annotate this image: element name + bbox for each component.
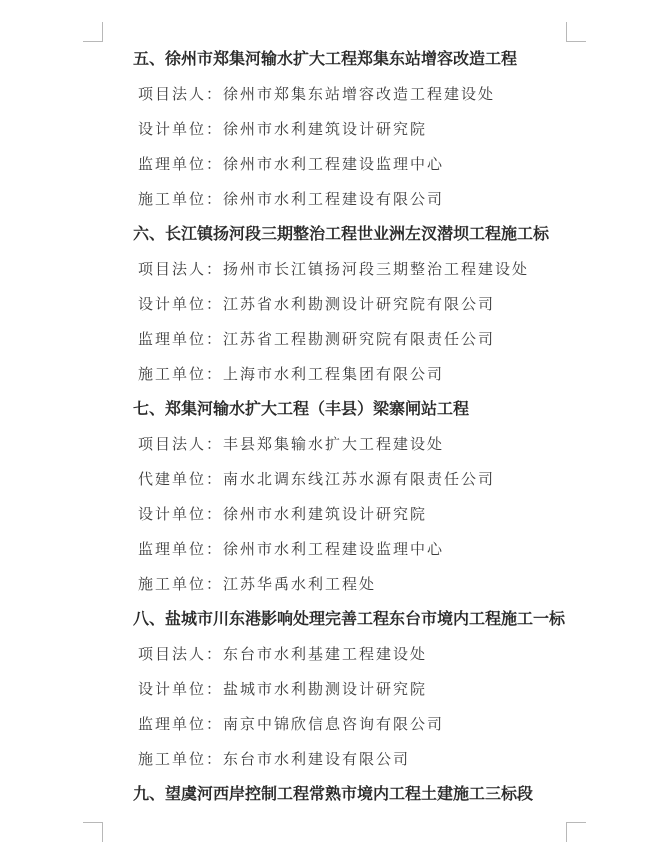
list-item: 监理单位：徐州市水利工程建设监理中心: [138, 155, 445, 173]
crop-mark-bottom-right: [566, 822, 586, 842]
list-item: 施工单位：东台市水利建设有限公司: [138, 750, 411, 768]
list-item: 设计单位：徐州市水利建筑设计研究院: [138, 120, 428, 138]
list-item: 施工单位：上海市水利工程集团有限公司: [138, 365, 445, 383]
crop-mark-top-left: [83, 22, 103, 42]
list-item: 监理单位：徐州市水利工程建设监理中心: [138, 540, 445, 558]
crop-mark-bottom-left: [83, 822, 103, 842]
list-item: 项目法人：徐州市郑集东站增容改造工程建设处: [138, 85, 496, 103]
document-body: [133, 46, 603, 816]
list-item: 代建单位：南水北调东线江苏水源有限责任公司: [138, 470, 496, 488]
list-item: 设计单位：江苏省水利勘测设计研究院有限公司: [138, 295, 496, 313]
section-title: 七、郑集河输水扩大工程（丰县）梁寨闸站工程: [133, 399, 470, 418]
list-item: 设计单位：盐城市水利勘测设计研究院: [138, 680, 428, 698]
section-title: 九、望虞河西岸控制工程常熟市境内工程土建施工三标段: [133, 784, 534, 803]
list-item: 项目法人：东台市水利基建工程建设处: [138, 645, 428, 663]
list-item: 监理单位：江苏省工程勘测研究院有限责任公司: [138, 330, 496, 348]
list-item: 施工单位：江苏华禹水利工程处: [138, 575, 377, 593]
list-item: 监理单位：南京中锦欣信息咨询有限公司: [138, 715, 445, 733]
list-item: 设计单位：徐州市水利建筑设计研究院: [138, 505, 428, 523]
section-title: 六、长江镇扬河段三期整治工程世业洲左汊潜坝工程施工标: [133, 224, 550, 243]
list-item: 项目法人：丰县郑集输水扩大工程建设处: [138, 435, 445, 453]
section-title: 八、盐城市川东港影响处理完善工程东台市境内工程施工一标: [133, 609, 566, 628]
list-item: 项目法人：扬州市长江镇扬河段三期整治工程建设处: [138, 260, 530, 278]
crop-mark-top-right: [566, 22, 586, 42]
list-item: 施工单位：徐州市水利工程建设有限公司: [138, 190, 445, 208]
section-title: 五、徐州市郑集河输水扩大工程郑集东站增容改造工程: [133, 49, 518, 68]
